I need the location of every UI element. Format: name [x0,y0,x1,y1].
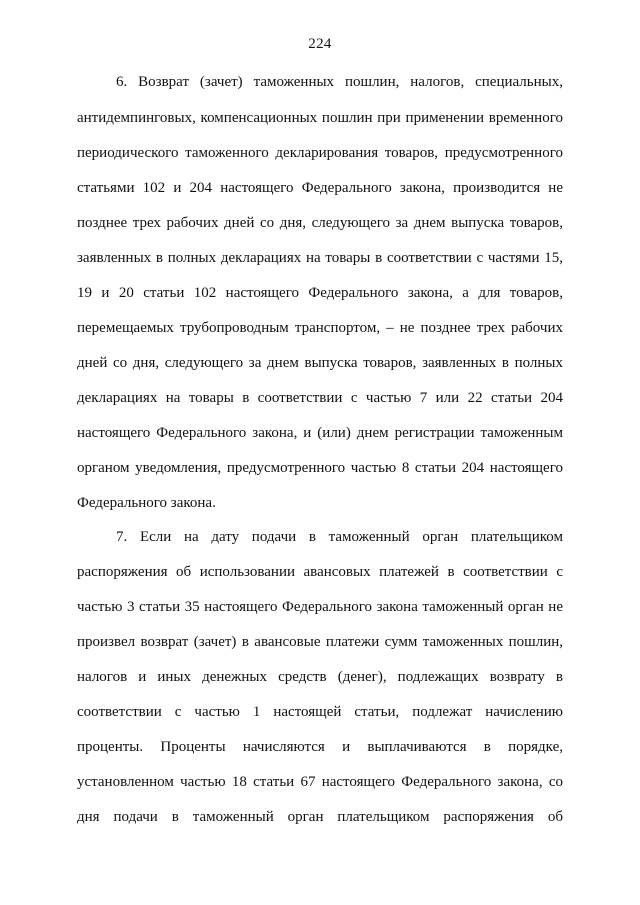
paragraph-6-line-13: Федерального закона. [77,495,216,511]
paragraph-6-line-4: статьями 102 и 204 настоящего Федерального закона, производится не [77,180,563,196]
paragraph-6-line-11: настоящего Федерального закона, и (или) днем регистрации таможенным [77,425,563,441]
paragraph-6-line-9: дней со дня, следующего за днем выпуска товаров, заявленных в полных [77,355,563,371]
paragraph-6-line-7: 19 и 20 статьи 102 настоящего Федерального закона, а для товаров, [77,285,563,301]
paragraph-7-line-6: соответствии с частью 1 настоящей статьи, подлежат начислению [77,704,563,720]
page-number: 224 [308,36,332,52]
paragraph-7-line-8: установленном частью 18 статьи 67 настоящего Федерального закона, со [77,774,563,790]
paragraph-6-line-2: антидемпинговых, компенсационных пошлин при применении временного [77,110,563,126]
paragraph-6-line-12: органом уведомления, предусмотренного частью 8 статьи 204 настоящего [77,460,563,476]
paragraph-6-line-5: позднее трех рабочих дней со дня, следующего за днем выпуска товаров, [77,215,563,231]
paragraph-6-line-1: 6. Возврат (зачет) таможенных пошлин, налогов, специальных, [116,74,563,90]
paragraph-7-line-1: 7. Если на дату подачи в таможенный орган плательщиком [116,529,563,545]
paragraph-7-line-7: проценты. Проценты начисляются и выплачиваются в порядке, [77,739,563,755]
paragraph-6-line-10: декларациях на товары в соответствии с частью 7 или 22 статьи 204 [77,390,563,406]
paragraph-7-line-9: дня подачи в таможенный орган плательщиком распоряжения об [77,809,563,825]
paragraph-6-line-6: заявленных в полных декларациях на товары в соответствии с частями 15, [77,250,563,266]
paragraph-7-line-4: произвел возврат (зачет) в авансовые платежи сумм таможенных пошлин, [77,634,563,650]
paragraph-6-line-3: периодического таможенного декларирования товаров, предусмотренного [77,145,563,161]
paragraph-7-line-2: распоряжения об использовании авансовых платежей в соответствии с [77,564,563,580]
paragraph-6-line-8: перемещаемых трубопроводным транспортом, – не позднее трех рабочих [77,320,563,336]
paragraph-7-line-3: частью 3 статьи 35 настоящего Федерального закона таможенный орган не [77,599,563,615]
paragraph-7-line-5: налогов и иных денежных средств (денег), подлежащих возврату в [77,669,563,685]
